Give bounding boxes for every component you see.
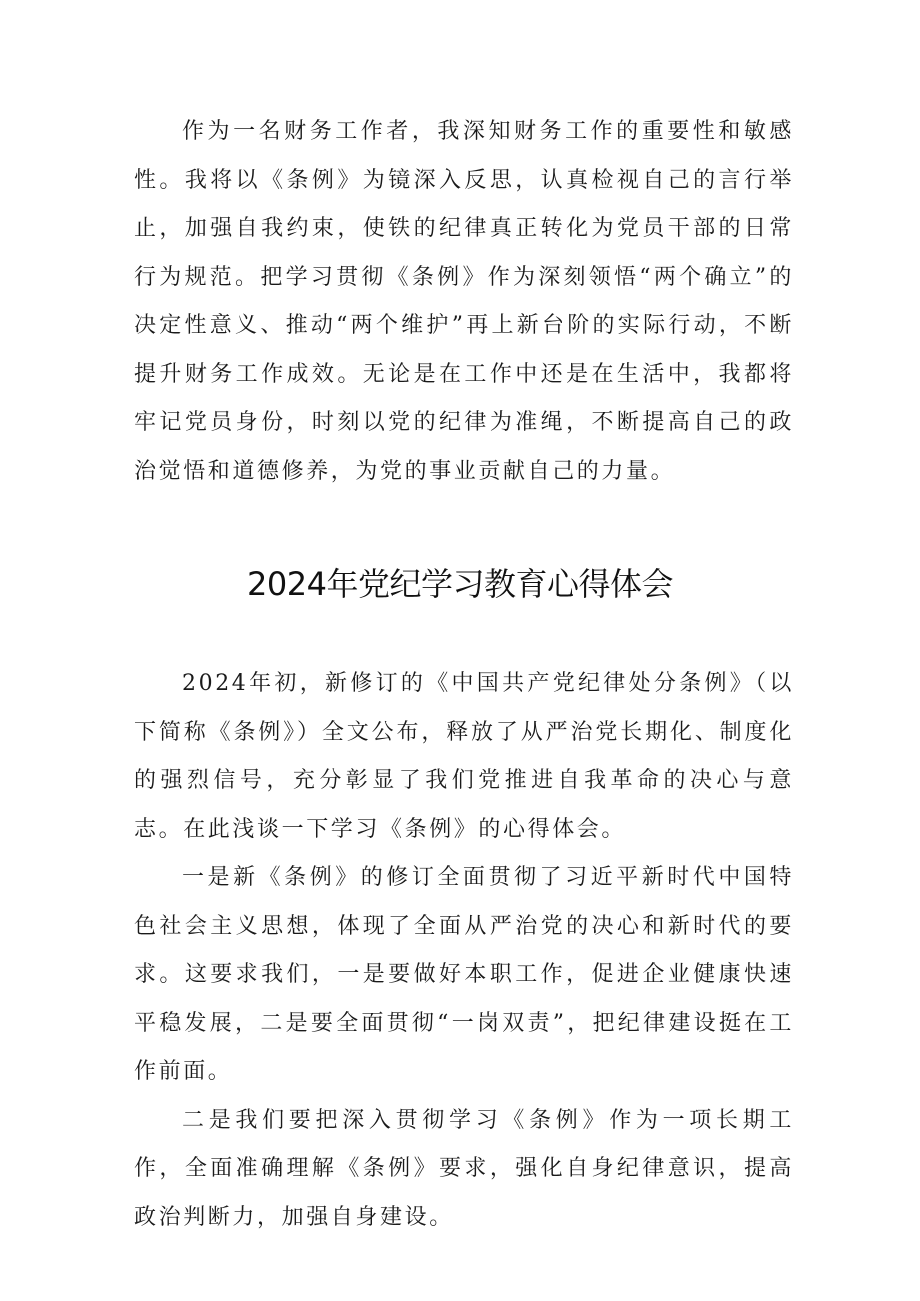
body-paragraph-3: 二是我们要把深入贯彻学习《条例》作为一项长期工作，全面准确理解《条例》要求，强化自身纪律意识，提高政治判断力，加强自身建设。 (134, 1107, 794, 1230)
intro-paragraph: 作为一名财务工作者，我深知财务工作的重要性和敏感性。我将以《条例》为镜深入反思，认真检视自己的言行举止，加强自我约束，使铁的纪律真正转化为党员干部的日常行为规范。把学习贯彻《条例》作为深刻领悟“两个确立”的决定性意义、推动“两个维护”再上新台阶的实际行动，不断提升财务工作成效。无论是在工作中还是在生活中，我都将牢记党员身份，时刻以党的纪律为准绳，不断提高自己的政治觉悟和道德修养，为党的事业贡献自己的力量。 (134, 119, 794, 484)
intro-section (134, 108, 794, 496)
body-paragraph-1: 2024年初，新修订的《中国共产党纪律处分条例》（以下简称《条例》）全文公布，释放了从严治党长期化、制度化的强烈信号，充分彰显了我们党推进自我革命的决心与意志。在此浅谈一下学习《条例》的心得体会。 (134, 671, 794, 842)
body-section (134, 660, 794, 1242)
document-title: 2024年党纪学习教育心得体会 (247, 565, 673, 603)
body-paragraph-2: 一是新《条例》的修订全面贯彻了习近平新时代中国特色社会主义思想，体现了全面从严治党的决心和新时代的要求。这要求我们，一是要做好本职工作，促进企业健康快速平稳发展，二是要全面贯彻“一岗双责”，把纪律建设挺在工作前面。 (134, 865, 794, 1084)
